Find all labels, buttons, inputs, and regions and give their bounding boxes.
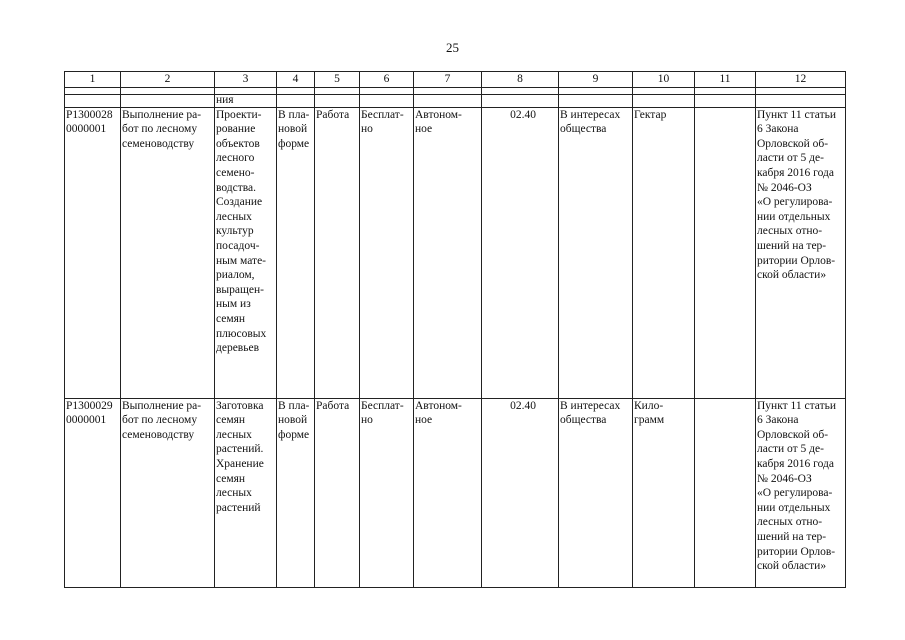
column-header: 5	[315, 72, 360, 88]
empty-cell	[695, 398, 756, 587]
cell-text-line: № 2046-ОЗ	[757, 181, 812, 194]
payment-cell	[360, 398, 414, 587]
registry-number-cell	[65, 398, 121, 587]
cell-text-line: бот по лесному	[122, 414, 198, 427]
cell-text-line: Бесплат-	[361, 399, 404, 412]
type-cell	[315, 107, 360, 398]
code-cell: 02.40	[482, 107, 559, 398]
cell-text-line: № 2046-ОЗ	[757, 472, 812, 485]
service-name-cell	[121, 107, 215, 398]
cell-text-line: 6 Закона	[757, 123, 799, 136]
cell-text-line: объектов	[216, 137, 260, 150]
cell-text-line: ской области»	[757, 269, 827, 282]
cell-text-line: Пункт 11 статьи	[757, 108, 836, 121]
cell-text-line: Гектар	[634, 108, 667, 121]
cell-text-line: Р1300028	[66, 108, 113, 121]
cell-text-line: семян	[216, 414, 246, 427]
cell-text-line: лесных	[216, 428, 252, 441]
cell-text-line: Орловской об-	[757, 428, 829, 441]
cell-text-line: выращен-	[216, 283, 264, 296]
cell-text-line: «О регулирова-	[757, 487, 833, 500]
cell-text-line: семян	[216, 472, 246, 485]
cell-text-line: но	[361, 414, 373, 427]
cell-text-line: Орловской об-	[757, 137, 829, 150]
legal-basis-cell	[756, 398, 846, 587]
cell-text-line: Проекти-	[216, 108, 262, 121]
cell-text-line: посадоч-	[216, 239, 260, 252]
cell-text-line: грамм	[634, 414, 665, 427]
type-cell	[315, 398, 360, 587]
column-header: 12	[756, 72, 846, 88]
table-row	[65, 398, 846, 587]
spacer-row	[65, 87, 846, 94]
column-header: 4	[277, 72, 315, 88]
cell-text-line: новой	[278, 123, 308, 136]
cell-text-line: общества	[560, 414, 607, 427]
cell-text-line: ным мате-	[216, 254, 266, 267]
column-header: 1	[65, 72, 121, 88]
cell-text-line: Автоном-	[415, 399, 462, 412]
cell-text-line: шений на тер-	[757, 530, 827, 543]
cell-text-line: новой	[278, 414, 308, 427]
cell-text-line: ритории Орлов-	[757, 254, 836, 267]
column-header: 2	[121, 72, 215, 88]
cell-text-line: лесного	[216, 152, 255, 165]
cell-text-line: В пла-	[278, 108, 310, 121]
cell-text-line: Выполнение ра-	[122, 108, 202, 121]
code-cell: 02.40	[482, 398, 559, 587]
cell-text-line: В интересах	[560, 108, 621, 121]
cell-text-line: ритории Орлов-	[757, 545, 836, 558]
cell-text-line: Создание	[216, 196, 263, 209]
payment-cell	[360, 107, 414, 398]
cell-text-line: Заготовка	[216, 399, 264, 412]
unit-cell	[633, 398, 695, 587]
cell-text-line: форме	[278, 428, 310, 441]
cell-text-line: рование	[216, 123, 256, 136]
cell-text-line: Хранение	[216, 457, 264, 470]
cell-text-line: Автоном-	[415, 108, 462, 121]
continuation-row	[65, 94, 846, 107]
column-header: 9	[559, 72, 633, 88]
cell-text-line: Кило-	[634, 399, 664, 412]
cell-text-line: культур	[216, 225, 254, 238]
empty-cell	[695, 107, 756, 398]
cell-text-line: Выполнение ра-	[122, 399, 202, 412]
page-number: 25	[446, 40, 459, 55]
cell-text-line: Бесплат-	[361, 108, 404, 121]
cell-text-line: ное	[415, 123, 433, 136]
consumer-cell	[559, 398, 633, 587]
cell-text-line: семено-	[216, 166, 255, 179]
institution-type-cell	[414, 398, 482, 587]
cell-text-line: шений на тер-	[757, 239, 827, 252]
cell-text-line: семеноводству	[122, 137, 195, 150]
cell-text-line: нии отдельных	[757, 210, 831, 223]
cell-text-line: В пла-	[278, 399, 310, 412]
column-header: 10	[633, 72, 695, 88]
cell-text-line: лесных	[216, 210, 252, 223]
cell-text-line: лесных отно-	[757, 516, 823, 529]
content-cell	[215, 398, 277, 587]
cell-text-line: водства.	[216, 181, 257, 194]
cell-text-line: форме	[278, 137, 310, 150]
column-header: 6	[360, 72, 414, 88]
cell-text-line: ным из	[216, 298, 251, 311]
cell-text-line: кабря 2016 года	[757, 457, 834, 470]
unit-cell	[633, 107, 695, 398]
column-header: 8	[482, 72, 559, 88]
institution-type-cell	[414, 107, 482, 398]
cell-text-line: ное	[415, 414, 433, 427]
cell-text-line: семеноводству	[122, 428, 195, 441]
cell-text-line: деревьев	[216, 342, 260, 355]
registry-number-cell	[65, 107, 121, 398]
cell-text-line: ласти от 5 де-	[757, 443, 824, 456]
cell-text-line: общества	[560, 123, 607, 136]
cell-text-line: плюсовых	[216, 327, 267, 340]
continuation-cell: ния	[215, 94, 277, 107]
cell-text-line: 0000001	[66, 123, 107, 136]
registry-table	[64, 71, 846, 588]
cell-text-line: ской области»	[757, 560, 827, 573]
legal-basis-cell	[756, 107, 846, 398]
cell-text-line: Пункт 11 статьи	[757, 399, 836, 412]
cell-text-line: «О регулирова-	[757, 196, 833, 209]
form-cell	[277, 107, 315, 398]
service-name-cell	[121, 398, 215, 587]
cell-text-line: семян	[216, 312, 246, 325]
cell-text-line: лесных отно-	[757, 225, 823, 238]
cell-text-line: Работа	[316, 108, 350, 121]
form-cell	[277, 398, 315, 587]
cell-text-line: кабря 2016 года	[757, 166, 834, 179]
column-header: 11	[695, 72, 756, 88]
cell-text-line: 6 Закона	[757, 414, 799, 427]
header-row	[65, 72, 846, 88]
cell-text-line: Р1300029	[66, 399, 113, 412]
cell-text-line: бот по лесному	[122, 123, 198, 136]
cell-text-line: растений.	[216, 443, 264, 456]
cell-text-line: лесных	[216, 487, 252, 500]
cell-text-line: ласти от 5 де-	[757, 152, 824, 165]
consumer-cell	[559, 107, 633, 398]
table-row	[65, 107, 846, 398]
cell-text-line: Работа	[316, 399, 350, 412]
cell-text-line: но	[361, 123, 373, 136]
column-header: 3	[215, 72, 277, 88]
cell-text-line: растений	[216, 501, 261, 514]
content-cell	[215, 107, 277, 398]
cell-text-line: 0000001	[66, 414, 107, 427]
column-header: 7	[414, 72, 482, 88]
cell-text-line: В интересах	[560, 399, 621, 412]
cell-text-line: риалом,	[216, 269, 255, 282]
cell-text-line: нии отдельных	[757, 501, 831, 514]
